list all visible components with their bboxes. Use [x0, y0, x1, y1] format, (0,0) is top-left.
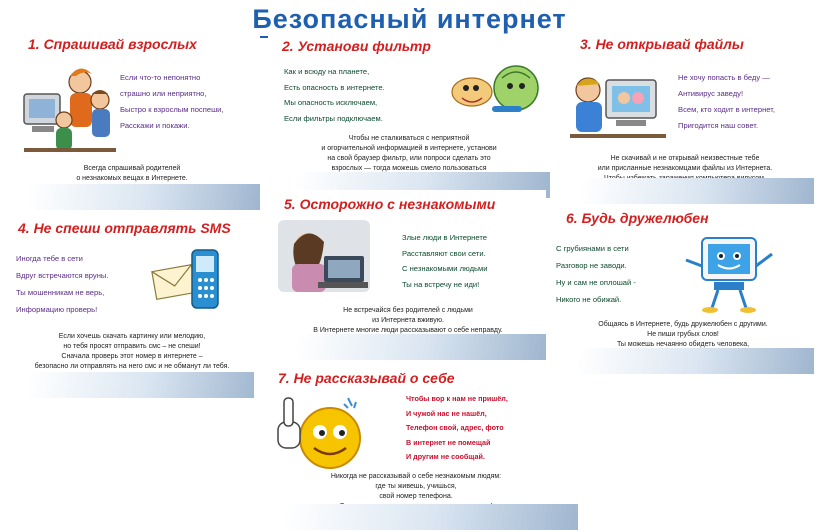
rule-note: Не встречайся без родителей с людьми из Интернета вживую. В Интернете многие люди рассказывают о себе неправду.	[313, 307, 503, 334]
rule-heading: 2. Установи фильтр	[282, 38, 431, 54]
rule-note: Всегда спрашивай родителей о незнакомых вещах в Интернете.	[76, 165, 188, 182]
rule-poem: Не хочу попасть в беду — Антивирус заведу! Всем, кто ходит в интернет, Пригодится наш совет.	[678, 73, 776, 130]
rule-note: Чтобы не сталкиваться с неприятной и огорчительной информацией в интернете, установи на свой браузер фильтр, или попроси сделать это взрослых — тогда можешь смело пользоваться	[321, 135, 497, 172]
smiley-finger-icon	[268, 392, 372, 474]
girl-laptop-icon	[278, 220, 370, 292]
family-computer-icon	[18, 60, 118, 160]
rule-poem: Иногда тебе в сети Вдруг встречаются вруны. Ты мошенникам не верь, Информацию проверь!	[16, 254, 109, 314]
rule-note: Не скачивай и не открывай неизвестные тебе или присланные незнакомцами файлы из Интернета.	[597, 155, 773, 172]
rule-note: Никогда не рассказывай о себе незнакомым людям: где ты живешь, учишься, свой номер телефона.	[330, 473, 502, 500]
kids-computer-icon	[566, 60, 672, 146]
cartoon-filter-icon	[446, 58, 546, 124]
rule-note: Общаясь в Интернете, будь дружелюбен с другими. Не пиши грубых слов! Ты можешь нечаянно обидеть человека,	[598, 321, 768, 348]
rule-poem: С грубиянами в сети Разговор не заводи. Ну и сам не оплошай - Никого не обижай.	[556, 244, 636, 304]
rule-card-7	[254, 364, 578, 530]
rule-heading: 7. Не рассказывай о себе	[278, 370, 455, 386]
rule-poem: Чтобы вор к нам не пришёл, И чужой нас не нашёл, Телефон свой, адрес, фото В интернет не помещай И другим не сообщай.	[406, 394, 508, 461]
rule-card-1	[4, 34, 260, 210]
rule-card-5	[270, 190, 546, 360]
rule-note: Если хочешь скачать картинку или мелодию, но тебя просят отправить смс – не спеши! Сначала проверь этот номер в интернете – безопасно ли отправлять на него смс и не обманут ли тебя.	[34, 333, 230, 370]
rule-poem: Как и всюду на планете, Есть опасность в интернете. Мы опасность исключаем, Если фильтры подключаем.	[284, 67, 385, 123]
page-title: Безопасный интернет	[252, 4, 567, 34]
rule-heading: 5. Осторожно с незнакомыми	[284, 196, 496, 212]
rule-card-2	[268, 34, 550, 198]
rule-card-4	[4, 212, 260, 398]
rule-heading: 3. Не открывай файлы	[580, 36, 744, 52]
rule-card-3	[556, 34, 814, 204]
rule-poem: Злые люди в Интернете Расставляют свои сети. С незнакомыми людьми Ты на встречу не иди!	[402, 233, 488, 289]
smiling-computer-icon	[682, 230, 776, 314]
rule-poem: Если что-то непонятно страшно или неприятно, Быстро к взрослым поспеши, Расскажи и покажи.	[120, 73, 224, 130]
rule-heading: 4. Не спеши отправлять SMS	[18, 220, 231, 236]
rule-heading: 6. Будь дружелюбен	[566, 210, 709, 226]
rule-card-6	[552, 206, 814, 374]
rule-heading: 1. Спрашивай взрослых	[28, 36, 197, 52]
phone-envelope-icon	[150, 246, 230, 316]
